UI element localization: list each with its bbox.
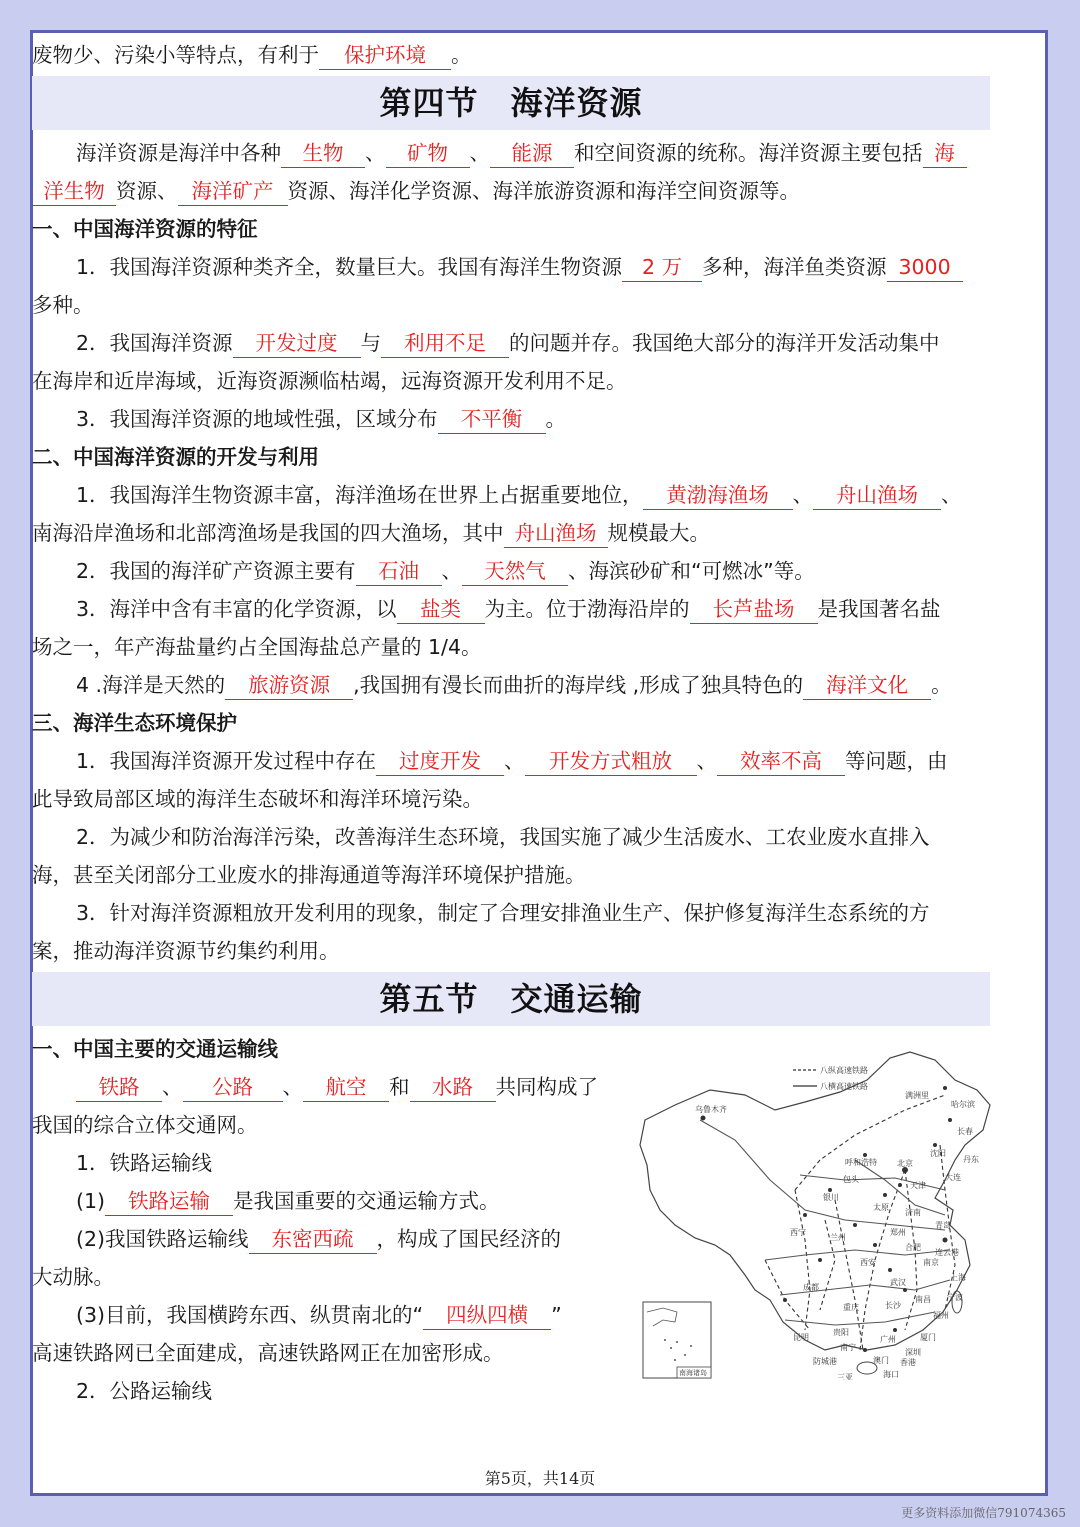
city-labels xyxy=(695,1090,979,1380)
text-line: 1．我国海洋资源种类齐全，数量巨大。我国有海洋生物资源 2 万 多种，海洋鱼类资源 3000 xyxy=(32,248,990,286)
city-label: 丹东 xyxy=(963,1155,979,1164)
answer-blank: 3000 xyxy=(887,253,963,282)
text-line: 海洋资源是海洋中各种 生物 、 矿物 、 能源 和空间资源的统称。海洋资源主要包括 海 xyxy=(32,134,990,172)
text-line: 2．公路运输线 xyxy=(76,1379,213,1403)
city-label: 西宁 xyxy=(790,1228,806,1237)
answer-blank: 旅游资源 xyxy=(225,671,353,700)
text-line: 高速铁路网已全面建成，高速铁路网正在加密形成。 xyxy=(32,1341,504,1365)
answer-blank: 利用不足 xyxy=(381,329,509,358)
text-line: 案，推动海洋资源节约集约利用。 xyxy=(32,939,340,963)
inset-label: 南海诸岛 xyxy=(679,1369,707,1377)
answer-blank: 过度开发 xyxy=(376,747,504,776)
text-line: 废物少、污染小等特点，有利于 保护环境 。 xyxy=(32,36,990,74)
text-line: 3．我国海洋资源的地域性强，区域分布 不平衡 。 xyxy=(32,400,990,438)
city-label: 济南 xyxy=(905,1208,921,1217)
city-label: 南昌 xyxy=(915,1295,931,1304)
answer-blank: 铁路运输 xyxy=(105,1187,233,1216)
answer-blank: 海洋矿产 xyxy=(178,177,288,206)
text-line: 2．我国海洋资源 开发过度 与 利用不足 的问题并存。我国绝大部分的海洋开发活动集中 xyxy=(32,324,990,362)
city-label: 长春 xyxy=(957,1127,973,1136)
answer-blank: 海洋文化 xyxy=(803,671,931,700)
text-line: 铁路 、 公路 、 航空 和 水路 共同构成了 xyxy=(32,1068,990,1106)
text-line: 我国的综合立体交通网。 xyxy=(32,1113,258,1137)
city-label: 三亚 xyxy=(837,1373,853,1380)
city-label: 连云港 xyxy=(935,1248,959,1257)
city-label: 防城港 xyxy=(813,1357,837,1366)
answer-blank: 公路 xyxy=(183,1073,283,1102)
text-line: (3)目前，我国横跨东西、纵贯南北的“ 四纵四横 ” xyxy=(32,1296,990,1334)
text-line: 2．我国的海洋矿产资源主要有 石油 、 天然气 、海滨砂矿和“可燃冰”等。 xyxy=(32,552,990,590)
horizontal-rail-lines xyxy=(700,1120,950,1325)
answer-blank: 水路 xyxy=(410,1073,496,1102)
text-line: 4 .海洋是天然的 旅游资源 ,我国拥有漫长而曲折的海岸线 ,形成了独具特色的 海洋文化 。 xyxy=(32,666,990,704)
text-line: 1．我国海洋生物资源丰富，海洋渔场在世界上占据重要地位， 黄渤海渔场 、 舟山渔场 、 xyxy=(32,476,990,514)
answer-blank: 不平衡 xyxy=(438,405,546,434)
answer-blank: 舟山渔场 xyxy=(504,519,608,548)
city-label: 兰州 xyxy=(830,1233,846,1242)
answer-blank: 开发方式粗放 xyxy=(525,747,697,776)
city-label: 乌鲁木齐 xyxy=(695,1105,727,1114)
answer-blank: 能源 xyxy=(490,139,574,168)
city-label: 武汉 xyxy=(890,1278,906,1287)
subheading: 三、海洋生态环境保护 xyxy=(32,711,237,735)
answer-blank: 铁路 xyxy=(76,1073,162,1102)
city-label: 香港 xyxy=(900,1358,916,1367)
city-label: 天津 xyxy=(910,1181,926,1190)
answer-blank: 开发过度 xyxy=(233,329,361,358)
text-line: 1．铁路运输线 xyxy=(76,1151,213,1175)
city-label: 贵阳 xyxy=(833,1328,849,1337)
section-title-5: 第五节 交通运输 xyxy=(32,972,990,1026)
answer-blank: 海 xyxy=(923,139,967,168)
city-label: 重庆 xyxy=(843,1303,859,1312)
subheading: 一、中国海洋资源的特征 xyxy=(32,217,258,241)
city-label: 大连 xyxy=(945,1173,961,1182)
city-label: 郑州 xyxy=(890,1228,906,1237)
answer-blank: 保护环境 xyxy=(319,41,451,70)
text-line: 多种。 xyxy=(32,293,94,317)
page-footer: 第5页，共14页 xyxy=(484,1469,596,1488)
answer-blank: 矿物 xyxy=(386,139,470,168)
answer-blank: 东密西疏 xyxy=(249,1225,377,1254)
text-line: 海，甚至关闭部分工业废水的排海通道等海洋环境保护措施。 xyxy=(32,863,586,887)
city-label: 宁波 xyxy=(947,1293,963,1302)
text-line: 3．海洋中含有丰富的化学资源，以 盐类 为主。位于渤海沿岸的 长芦盐场 是我国著名盐 xyxy=(32,590,990,628)
city-label: 长沙 xyxy=(885,1301,901,1310)
city-label: 成都 xyxy=(803,1283,819,1292)
city-label: 呼和浩特 xyxy=(845,1158,877,1167)
city-label: 青岛 xyxy=(935,1221,951,1230)
city-label: 上海 xyxy=(950,1273,966,1282)
city-label: 合肥 xyxy=(905,1243,921,1252)
vertical-rail-lines xyxy=(765,1095,955,1350)
city-label: 广州 xyxy=(880,1335,896,1344)
subheading: 二、中国海洋资源的开发与利用 xyxy=(32,445,319,469)
answer-blank: 石油 xyxy=(356,557,442,586)
city-markers xyxy=(701,1086,953,1352)
city-label: 澳门 xyxy=(873,1356,889,1365)
city-label: 厦门 xyxy=(920,1333,936,1342)
text-line: 1．我国海洋资源开发过程中存在 过度开发 、 开发方式粗放 、 效率不高 等问题，由 xyxy=(32,742,990,780)
text-line: 大动脉。 xyxy=(32,1265,114,1289)
subheading: 一、中国主要的交通运输线 xyxy=(32,1037,278,1061)
text-line: (1) 铁路运输 是我国重要的交通运输方式。 xyxy=(32,1182,990,1220)
city-label: 沈阳 xyxy=(930,1149,946,1158)
railway-map xyxy=(605,1050,995,1380)
city-label: 满洲里 xyxy=(905,1091,929,1100)
city-label: 南宁 xyxy=(840,1343,856,1352)
answer-blank: 洋生物 xyxy=(32,177,116,206)
answer-blank: 舟山渔场 xyxy=(813,481,941,510)
text-line: 在海岸和近岸海域，近海资源濒临枯竭，远海资源开发利用不足。 xyxy=(32,369,627,393)
city-label: 海口 xyxy=(883,1370,899,1379)
text-line: 2．为减少和防治海洋污染，改善海洋生态环境，我国实施了减少生活废水、工农业废水直排入 xyxy=(76,825,930,849)
answer-blank: 航空 xyxy=(303,1073,389,1102)
city-label: 昆明 xyxy=(793,1333,809,1342)
legend-vertical: 八纵高速铁路 xyxy=(820,1066,868,1075)
answer-blank: 效率不高 xyxy=(717,747,845,776)
city-label: 包头 xyxy=(843,1175,859,1184)
answer-blank: 生物 xyxy=(281,139,365,168)
legend-horizontal: 八横高速铁路 xyxy=(820,1082,868,1091)
text-line: 洋生物 资源、 海洋矿产 资源、海洋化学资源、海洋旅游资源和海洋空间资源等。 xyxy=(32,172,990,210)
answer-blank: 2 万 xyxy=(622,253,702,282)
watermark: 更多资料添加微信791074365 xyxy=(901,1506,1066,1520)
city-label: 福州 xyxy=(933,1311,949,1320)
text-line: 场之一，年产海盐量约占全国海盐总产量的 1/4。 xyxy=(32,635,482,659)
answer-blank: 盐类 xyxy=(397,595,485,624)
city-label: 南京 xyxy=(923,1258,939,1267)
text-line: 南海沿岸渔场和北部湾渔场是我国的四大渔场，其中 舟山渔场 规模最大。 xyxy=(32,514,990,552)
city-label: 西安 xyxy=(860,1258,876,1267)
city-label: 深圳 xyxy=(905,1348,921,1357)
text-line: 此导致局部区域的海洋生态破坏和海洋环境污染。 xyxy=(32,787,483,811)
answer-blank: 长芦盐场 xyxy=(690,595,818,624)
answer-blank: 四纵四横 xyxy=(423,1301,551,1330)
answer-blank: 黄渤海渔场 xyxy=(643,481,793,510)
section-title-4: 第四节 海洋资源 xyxy=(32,76,990,130)
text-line: (2)我国铁路运输线 东密西疏 ，构成了国民经济的 xyxy=(32,1220,990,1258)
city-label: 银川 xyxy=(823,1193,839,1202)
city-label: 北京 xyxy=(897,1159,913,1168)
city-label: 哈尔滨 xyxy=(951,1100,975,1109)
city-label: 太原 xyxy=(873,1203,889,1212)
text-line: 3．针对海洋资源粗放开发利用的现象，制定了合理安排渔业生产、保护修复海洋生态系统的方 xyxy=(76,901,930,925)
answer-blank: 天然气 xyxy=(462,557,568,586)
